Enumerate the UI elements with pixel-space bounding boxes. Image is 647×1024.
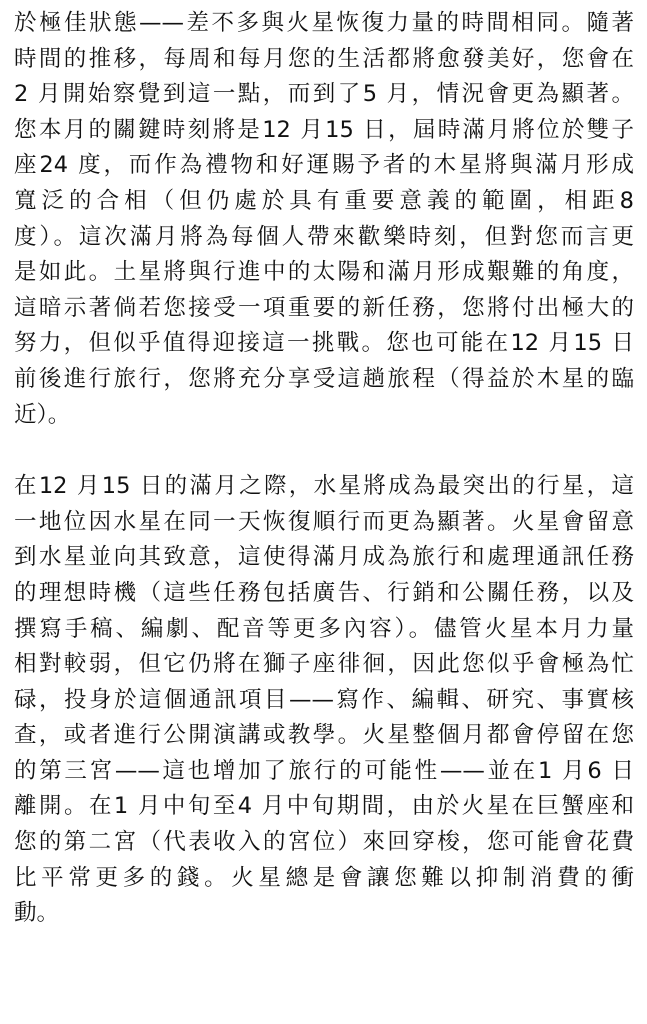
text-line: 近）。 [14, 401, 71, 428]
text-line: 的理想時機（這些任務包括廣告、行銷和公關任務，以及 [14, 579, 634, 606]
text-line: 碌，投身於這個通訊項目——寫作、編輯、研究、事實核 [14, 686, 634, 713]
text-line: 時間的推移，每周和每月您的生活都將愈發美好，您會在 [14, 45, 634, 72]
text-line: 寬泛的合相（但仍處於具有重要意義的範圍，相距8 [14, 187, 634, 214]
text-line: 2 月開始察覺到這一點，而到了5 月，情況會更為顯著。 [14, 81, 634, 108]
text-line: 在12 月15 日的滿月之際，水星將成為最突出的行星，這 [14, 473, 634, 500]
text-line: 度）。這次滿月將為每個人帶來歡樂時刻，但對您而言更 [14, 223, 634, 250]
text-line: 努力，但似乎值得迎接這一挑戰。您也可能在12 月15 日 [14, 330, 634, 357]
text-line: 查，或者進行公開演講或教學。火星整個月都會停留在您 [14, 722, 634, 749]
text-line: 前後進行旅行，您將充分享受這趟旅程（得益於木星的臨 [14, 365, 634, 392]
text-line: 撰寫手稿、編劇、配音等更多內容）。儘管火星本月力量 [14, 615, 634, 642]
text-line: 相對較弱，但它仍將在獅子座徘徊，因此您似乎會極為忙 [14, 651, 634, 678]
text-line: 這暗示著倘若您接受一項重要的新任務，您將付出極大的 [14, 294, 634, 321]
text-line: 於極佳狀態——差不多與火星恢復力量的時間相同。隨著 [14, 10, 634, 36]
text-line: 您的第二宮（代表收入的宮位）來回穿梭，您可能會花費 [14, 829, 634, 856]
paragraph-2 [14, 469, 634, 932]
paragraph-spacer [14, 433, 634, 469]
text-line: 您本月的關鍵時刻將是12 月15 日，屆時滿月將位於雙子 [14, 116, 634, 143]
text-line: 的第三宮——這也增加了旅行的可能性——並在1 月6 日 [14, 757, 634, 784]
text-line: 離開。在1 月中旬至4 月中旬期間，由於火星在巨蟹座和 [14, 793, 634, 820]
text-line: 比平常更多的錢。火星總是會讓您難以抑制消費的衝 [14, 864, 634, 891]
text-line: 一地位因水星在同一天恢復順行而更為顯著。火星會留意 [14, 508, 634, 535]
text-line: 是如此。土星將與行進中的太陽和滿月形成艱難的角度， [14, 259, 634, 286]
paragraph-1 [14, 6, 634, 433]
text-line: 動。 [14, 900, 60, 927]
text-line: 到水星並向其致意，這使得滿月成為旅行和處理通訊任務 [14, 544, 634, 571]
text-line: 座24 度，而作為禮物和好運賜予者的木星將與滿月形成 [14, 152, 634, 179]
